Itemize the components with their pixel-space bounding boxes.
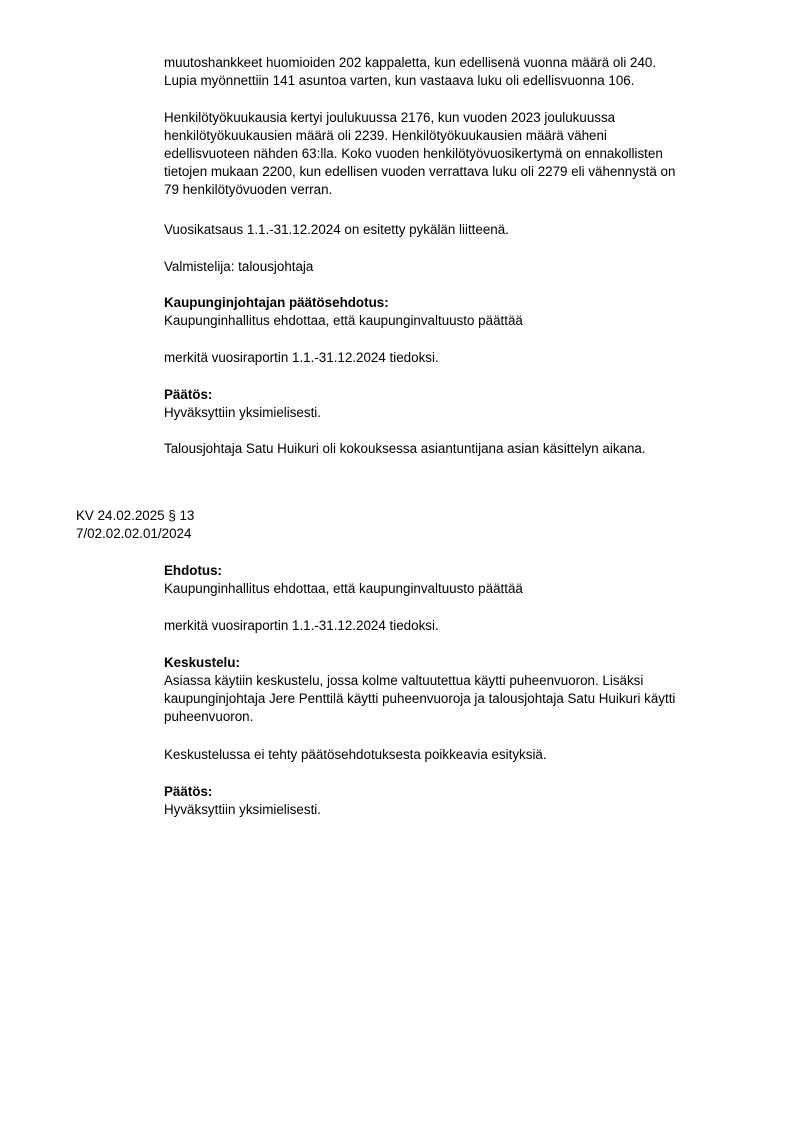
proposal-2 — [164, 562, 734, 598]
discussion-heading: Keskustelu: — [164, 655, 240, 670]
paragraph-person-months — [164, 109, 734, 199]
text-line: Keskustelussa ei tehty päätösehdotuksesta poikkeavia esityksiä. — [164, 747, 547, 762]
paragraph-preparer — [164, 258, 734, 276]
decision-2 — [164, 783, 734, 819]
text-line: Asiassa käytiin keskustelu, jossa kolme valtuutettua käytti puheenvuoron. Lisäksi — [164, 673, 644, 688]
discussion — [164, 654, 734, 726]
mayor-proposal — [164, 294, 734, 330]
meeting-id: KV 24.02.2025 § 13 — [76, 508, 195, 523]
text-line: Talousjohtaja Satu Huikuri oli kokouksessa asiantuntijana asian käsittelyn aikana. — [164, 441, 646, 456]
decision-heading: Päätös: — [164, 784, 213, 799]
text-line: henkilötyökuukausien määrä oli 2239. Henkilötyökuukausien määrä väheni — [164, 128, 607, 143]
text-line: kaupunginjohtaja Jere Penttilä käytti puheenvuoroja ja talousjohtaja Satu Huikuri käytti — [164, 691, 676, 706]
mayor-proposal-heading: Kaupunginjohtajan päätösehdotus: — [164, 295, 389, 310]
decision-text: Hyväksyttiin yksimielisesti. — [164, 802, 321, 817]
mayor-proposal-action — [164, 349, 734, 367]
proposal-text: Kaupunginhallitus ehdottaa, että kaupunginvaltuusto päättää — [164, 581, 523, 596]
discussion-note — [164, 746, 734, 764]
paragraph-permits — [164, 54, 734, 90]
text-line: Valmistelija: talousjohtaja — [164, 259, 314, 274]
text-line: edellisvuoteen nähden 63:lla. Koko vuoden henkilötyövuosikertymä on ennakollisten — [164, 146, 663, 161]
decision-1 — [164, 386, 734, 422]
text-line: merkitä vuosiraportin 1.1.-31.12.2024 tiedoksi. — [164, 350, 439, 365]
decision-text: Hyväksyttiin yksimielisesti. — [164, 405, 321, 420]
text-line: Vuosikatsaus 1.1.-31.12.2024 on esitetty pykälän liitteenä. — [164, 222, 509, 237]
text-line: 79 henkilötyövuoden verran. — [164, 182, 333, 197]
mayor-proposal-text: Kaupunginhallitus ehdottaa, että kaupunginvaltuusto päättää — [164, 313, 523, 328]
meeting-reference — [76, 507, 376, 543]
text-line: Henkilötyökuukausia kertyi joulukuussa 2176, kun vuoden 2023 joulukuussa — [164, 110, 616, 125]
text-line: tietojen mukaan 2200, kun edellisen vuoden verrattava luku oli 2279 eli vähennystä on — [164, 164, 676, 179]
proposal-action-2 — [164, 617, 734, 635]
text-line: Lupia myönnettiin 141 asuntoa varten, kun vastaava luku oli edellisvuonna 106. — [164, 73, 635, 88]
proposal-heading: Ehdotus: — [164, 563, 223, 578]
text-line: muutoshankkeet huomioiden 202 kappaletta, kun edellisenä vuonna määrä oli 240. — [164, 55, 657, 70]
text-line: puheenvuoron. — [164, 709, 254, 724]
decision-heading: Päätös: — [164, 387, 213, 402]
expert-note — [164, 440, 734, 458]
record-number: 7/02.02.02.01/2024 — [76, 526, 192, 541]
paragraph-annual-review — [164, 221, 734, 239]
text-line: merkitä vuosiraportin 1.1.-31.12.2024 tiedoksi. — [164, 618, 439, 633]
